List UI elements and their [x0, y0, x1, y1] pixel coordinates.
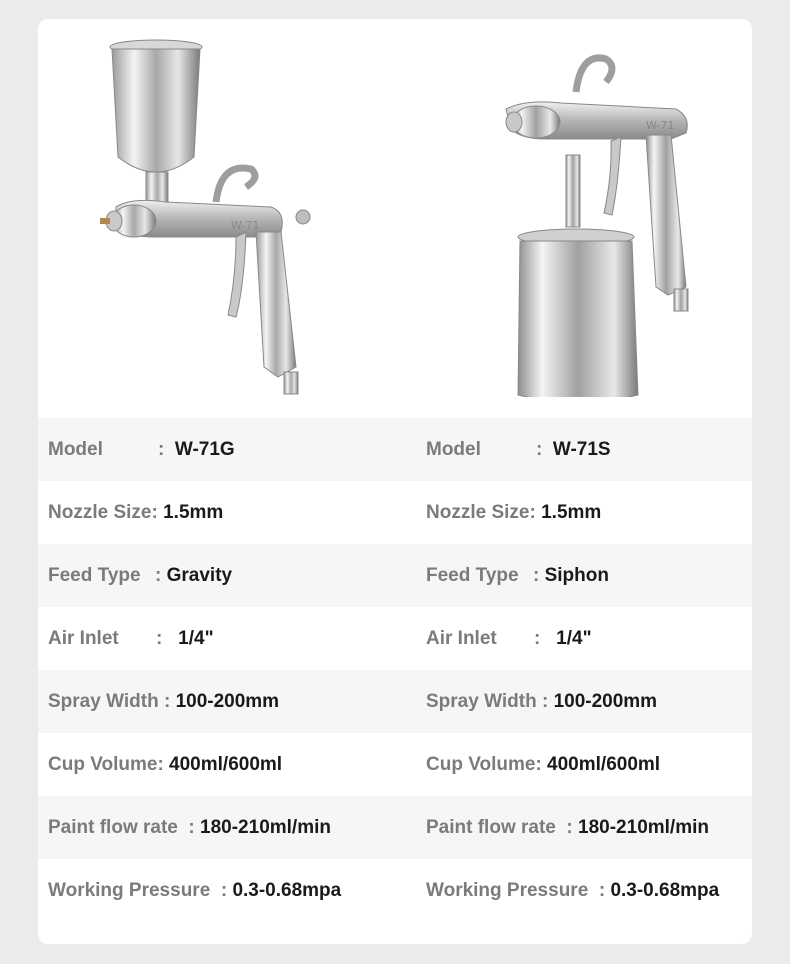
spec-label: Model	[426, 439, 481, 460]
spec-separator: :	[566, 817, 573, 838]
spec-value: W-71S	[552, 439, 611, 460]
spec-label: Cup Volume	[48, 754, 158, 775]
spec-table	[38, 418, 752, 922]
spec-cell-left	[48, 670, 279, 733]
spec-value: 400ml/600ml	[547, 754, 661, 775]
spec-label: Cup Volume	[426, 754, 536, 775]
spec-separator: :	[188, 817, 195, 838]
spec-separator: :	[541, 691, 549, 712]
spec-value: Siphon	[544, 565, 609, 586]
spec-label: Paint flow rate	[426, 817, 556, 838]
spec-value: 180-210ml/min	[578, 817, 709, 838]
spec-label: Air Inlet	[426, 628, 497, 649]
spec-value: 0.3-0.68mpa	[232, 880, 342, 901]
spec-value: 100-200mm	[553, 691, 658, 712]
spec-cell-left	[48, 481, 223, 544]
spec-label: Working Pressure	[48, 880, 211, 901]
spec-cell-right	[426, 859, 719, 922]
spec-value: 1/4"	[556, 628, 592, 649]
spec-label: Feed Type	[426, 565, 519, 586]
spec-separator: :	[535, 754, 542, 775]
spec-label: Nozzle Size	[48, 502, 152, 523]
spec-value: 1.5mm	[541, 502, 602, 523]
spec-row-air-inlet	[38, 607, 752, 670]
spec-value: 180-210ml/min	[200, 817, 331, 838]
spec-row-model	[38, 418, 752, 481]
spec-separator: :	[157, 754, 164, 775]
spec-label: Paint flow rate	[48, 817, 178, 838]
spec-separator: :	[156, 628, 163, 649]
gun-engraving: W-71	[646, 119, 675, 132]
product-images	[38, 19, 752, 418]
spec-separator: :	[220, 880, 228, 901]
spec-cell-left	[48, 418, 235, 481]
spec-separator: :	[155, 565, 162, 586]
spec-value: 1.5mm	[163, 502, 224, 523]
spec-label: Working Pressure	[426, 880, 589, 901]
spec-cell-right	[426, 733, 660, 796]
siphon-spray-gun-icon	[466, 37, 706, 397]
spec-row-spray-width	[38, 670, 752, 733]
spec-cell-left	[48, 607, 214, 670]
spec-value: 1/4"	[178, 628, 214, 649]
spec-value: W-71G	[174, 439, 235, 460]
spec-label: Nozzle Size	[426, 502, 530, 523]
spec-separator: :	[529, 502, 536, 523]
spec-label: Feed Type	[48, 565, 141, 586]
spec-separator: :	[536, 439, 543, 460]
spec-value: 0.3-0.68mpa	[610, 880, 720, 901]
spec-label: Spray Width	[426, 691, 537, 712]
spec-row-paint-flow-rate	[38, 796, 752, 859]
spec-separator: :	[151, 502, 158, 523]
spec-cell-left	[48, 733, 282, 796]
spec-cell-right	[426, 670, 657, 733]
spec-separator: :	[163, 691, 171, 712]
spec-separator: :	[158, 439, 165, 460]
spec-cell-right	[426, 481, 601, 544]
spec-separator: :	[534, 628, 541, 649]
spec-row-feed-type	[38, 544, 752, 607]
spec-value: Gravity	[166, 565, 233, 586]
spec-row-cup-volume	[38, 733, 752, 796]
spec-label: Air Inlet	[48, 628, 119, 649]
spec-cell-left	[48, 796, 331, 859]
product-card	[38, 19, 752, 944]
spec-cell-right	[426, 607, 592, 670]
spec-separator: :	[533, 565, 540, 586]
spec-value: 100-200mm	[175, 691, 280, 712]
spec-cell-right	[426, 796, 709, 859]
spec-label: Spray Width	[48, 691, 159, 712]
spec-cell-left	[48, 544, 232, 607]
spec-cell-left	[48, 859, 341, 922]
spec-cell-right	[426, 544, 609, 607]
spec-row-working-pressure	[38, 859, 752, 922]
spec-cell-right	[426, 418, 611, 481]
gravity-spray-gun-icon	[96, 37, 326, 397]
spec-label: Model	[48, 439, 103, 460]
spec-value: 400ml/600ml	[169, 754, 283, 775]
spec-row-nozzle-size	[38, 481, 752, 544]
gun-engraving: W-71	[231, 219, 260, 232]
spec-separator: :	[598, 880, 606, 901]
